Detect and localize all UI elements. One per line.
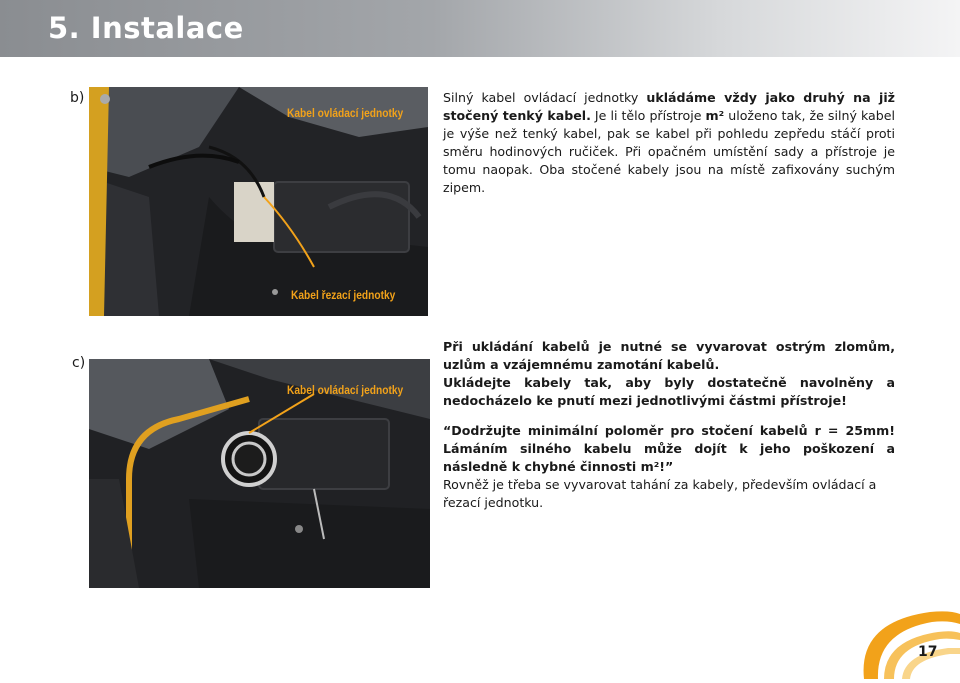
- note-pulling: Rovněž je třeba se vyvarovat tahání za kabely, především ovládací a řezací jednotku.: [443, 477, 877, 510]
- callout-control-unit-cable: Kabel ovládací jednotky: [287, 106, 404, 120]
- warning-kinks: Při ukládání kabelů je nutné se vyvarovat ostrým zlomům, uzlům a vzájemnému zamotání kabelů.: [443, 339, 895, 372]
- text-run: Je li tělo přístroje: [590, 108, 706, 123]
- photo-b: [89, 87, 428, 316]
- text-run: uloženo tak, že silný kabel je výše než tenký kabel, pak se kabel při pohledu zepředu stáčí proti směru hodinových ručiček. Při opačném umístění sady a přístroje je tomu naopak. Oba stočené kabely jsou na místě zafixovány suchým zipem.: [443, 108, 896, 195]
- section-b-paragraph: [443, 89, 895, 197]
- page-title: 5. Instalace: [48, 11, 244, 45]
- page-number: 17: [918, 644, 938, 660]
- section-c-label: c): [72, 355, 86, 371]
- section-b-text: [443, 89, 895, 197]
- device-name: m²: [705, 108, 725, 123]
- section-b-label: b): [70, 90, 85, 106]
- brand-swirl-logo: [858, 602, 960, 683]
- section-c-text: [443, 338, 895, 512]
- callout-control-unit-cable-c: Kabel ovládací jednotky: [287, 383, 404, 397]
- text-run: Silný kabel ovládací jednotky: [443, 90, 647, 105]
- warning-tension: Ukládejte kabely tak, aby byly dostatečně navolněny a nedocházelo ke pnutí mezi jednotlivými částmi přístroje!: [443, 375, 895, 408]
- text-run-bold: ukládáme vždy jako druhý na již stočený tenký kabel.: [443, 90, 895, 123]
- warning-bend-radius: “Dodržujte minimální poloměr pro stočení kabelů r = 25mm! Lámáním silného kabelu může dojít k jeho poškození a následně k chybné činnosti m²!”: [443, 423, 895, 474]
- callout-cutting-unit-cable: Kabel řezací jednotky: [291, 288, 396, 302]
